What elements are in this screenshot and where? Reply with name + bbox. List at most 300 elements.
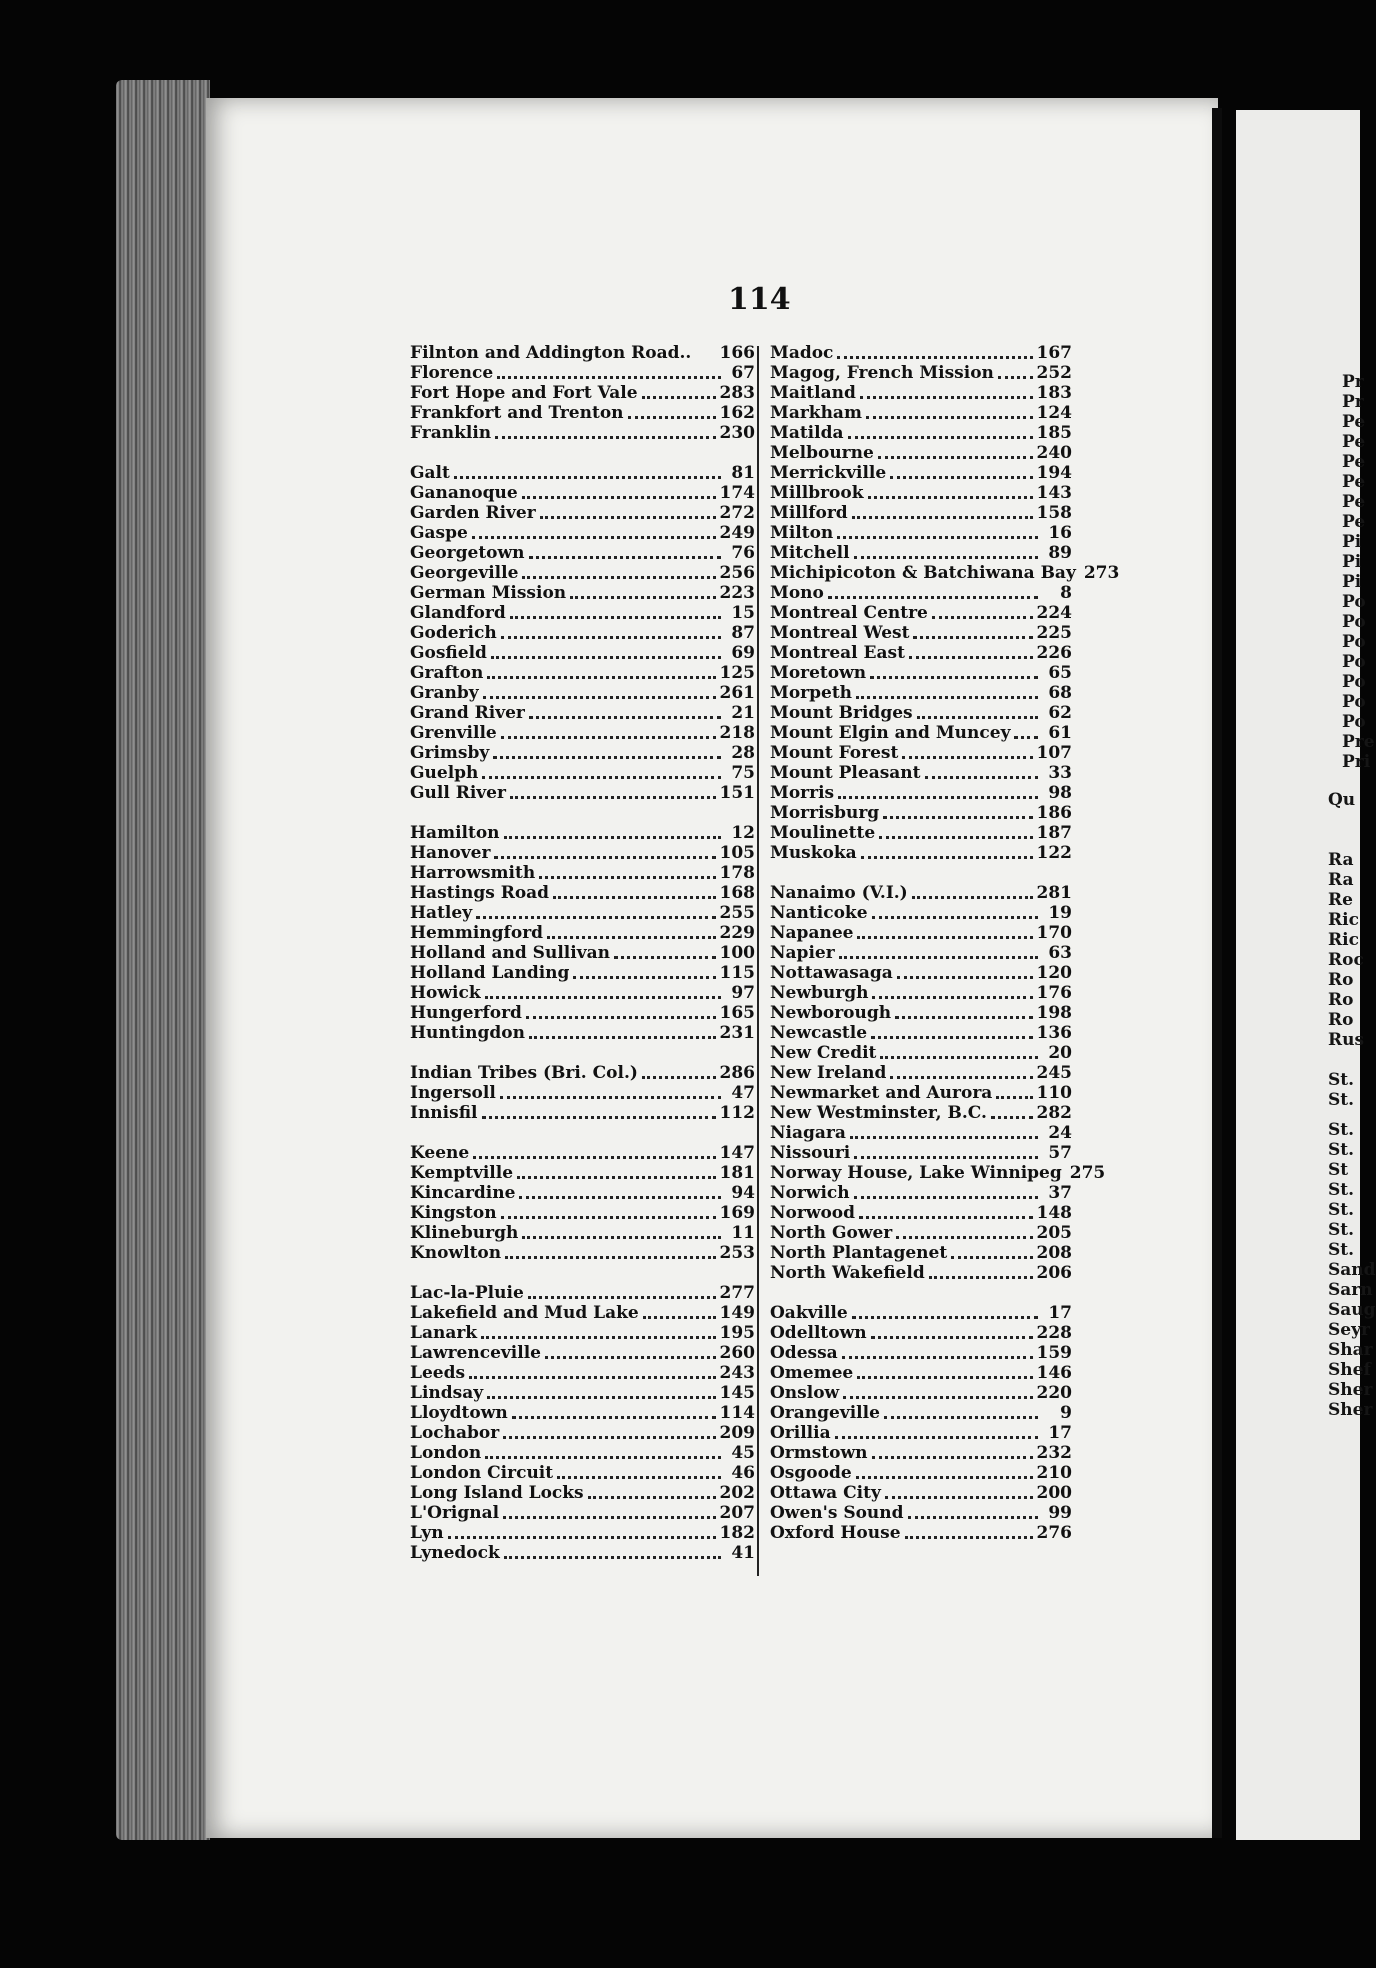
index-entry-page: 166 xyxy=(719,343,755,363)
dot-leader xyxy=(866,416,1033,419)
next-page-text: Pr xyxy=(1342,392,1364,412)
index-entry-name: Klineburgh xyxy=(410,1223,519,1243)
index-entry-page: 146 xyxy=(1036,1363,1072,1383)
index-entry-page: 145 xyxy=(719,1383,755,1403)
index-entry-page: 261 xyxy=(719,683,755,703)
index-entry-name: Moulinette xyxy=(770,823,876,843)
index-entry xyxy=(770,823,1072,843)
next-page-text: Re xyxy=(1328,890,1353,910)
dot-leader xyxy=(872,996,1032,999)
index-entry-name: Onslow xyxy=(770,1383,840,1403)
index-entry xyxy=(410,1423,755,1443)
index-entry-name: Mount Pleasant xyxy=(770,763,921,783)
dot-leader xyxy=(838,796,1038,799)
index-entry-page: 112 xyxy=(719,1103,755,1123)
index-entry xyxy=(770,1503,1072,1523)
index-entry-page: 249 xyxy=(719,523,755,543)
index-entry-name: Gull River xyxy=(410,783,506,803)
index-entry xyxy=(770,1063,1072,1083)
index-entry xyxy=(410,663,755,683)
dot-leader xyxy=(852,516,1033,519)
dot-leader xyxy=(870,676,1038,679)
index-entry-page: 209 xyxy=(719,1423,755,1443)
index-entry-name: Nanticoke xyxy=(770,903,868,923)
next-page-text: Rus xyxy=(1328,1030,1365,1050)
index-entry-page: 136 xyxy=(1036,1023,1072,1043)
index-entry-name: Gosfield xyxy=(410,643,487,663)
next-page-text: Saug xyxy=(1328,1300,1376,1320)
index-entry xyxy=(770,1443,1072,1463)
index-entry-page: 89 xyxy=(1048,543,1072,563)
index-entry-page: 151 xyxy=(719,783,755,803)
index-entry-name: Grafton xyxy=(410,663,484,683)
dot-leader xyxy=(553,896,715,899)
next-page-text: St. xyxy=(1328,1120,1355,1140)
index-entry-name: Georgeville xyxy=(410,563,519,583)
dot-leader xyxy=(883,816,1032,819)
index-entry-page: 110 xyxy=(1036,1083,1072,1103)
index-entry-name: Mitchell xyxy=(770,543,850,563)
index-entry-name: Lynedock xyxy=(410,1543,500,1563)
index-entry-name: Nanaimo (V.I.) xyxy=(770,883,908,903)
index-entry-page: 183 xyxy=(1036,383,1072,403)
index-entry-page: 218 xyxy=(719,723,755,743)
index-entry-name: Knowlton xyxy=(410,1243,502,1263)
index-entry-page: 273 xyxy=(1083,563,1120,583)
index-entry-page: 205 xyxy=(1036,1223,1072,1243)
next-page-text: Po xyxy=(1342,632,1366,652)
next-page-text: Pe xyxy=(1342,412,1366,432)
index-entry-page: 176 xyxy=(1036,983,1072,1003)
index-entry xyxy=(770,543,1072,563)
index-entry-name: Hatley xyxy=(410,903,473,923)
index-entry-name: Ottawa City xyxy=(770,1483,881,1503)
index-entry-name: Innisfil xyxy=(410,1103,478,1123)
index-entry-page: 170 xyxy=(1036,923,1072,943)
dot-leader xyxy=(493,756,721,759)
index-entry xyxy=(770,1083,1072,1103)
index-entry-name: Florence xyxy=(410,363,494,383)
index-entry-name: Mono xyxy=(770,583,824,603)
index-entry xyxy=(410,1523,755,1543)
index-entry xyxy=(410,1183,755,1203)
index-entry-name: Omemee xyxy=(770,1363,854,1383)
next-page-text: St. xyxy=(1328,1240,1355,1260)
next-page-text: Qu xyxy=(1328,790,1356,810)
index-entry-name: Goderich xyxy=(410,623,497,643)
index-entry-page: 200 xyxy=(1036,1483,1072,1503)
index-entry xyxy=(770,443,1072,463)
dot-leader xyxy=(494,856,715,859)
index-entry-name: Michipicoton & Batchiwana Bay xyxy=(770,563,1076,583)
dot-leader xyxy=(501,736,716,739)
index-entry-page: 283 xyxy=(719,383,755,403)
index-entry xyxy=(770,683,1072,703)
dot-leader xyxy=(448,1536,716,1539)
index-entry xyxy=(410,1243,755,1263)
index-entry xyxy=(410,1363,755,1383)
index-entry xyxy=(410,763,755,783)
dot-leader xyxy=(485,996,721,999)
index-entry xyxy=(410,1203,755,1223)
index-entry-name: Oxford House xyxy=(770,1523,901,1543)
index-entry-name: Osgoode xyxy=(770,1463,852,1483)
index-entry xyxy=(770,663,1072,683)
dot-leader xyxy=(512,1416,716,1419)
index-entry xyxy=(410,1083,755,1103)
index-entry-name: Maitland xyxy=(770,383,856,403)
dot-leader xyxy=(476,916,715,919)
next-page-text: Seyr xyxy=(1328,1320,1370,1340)
index-entry-name: Moretown xyxy=(770,663,867,683)
dot-leader xyxy=(642,396,716,399)
next-page-text: Ro xyxy=(1328,1010,1354,1030)
index-entry xyxy=(410,363,755,383)
index-entry-name: Glandford xyxy=(410,603,506,623)
index-entry-name: Howick xyxy=(410,983,481,1003)
dot-leader xyxy=(547,936,715,939)
index-entry xyxy=(770,363,1072,383)
index-entry-name: Matilda xyxy=(770,423,844,443)
index-entry-page: 62 xyxy=(1048,703,1072,723)
index-entry-page: 206 xyxy=(1036,1263,1072,1283)
dot-leader xyxy=(482,1116,716,1119)
index-entry xyxy=(770,943,1072,963)
dot-leader xyxy=(628,416,716,419)
index-entry-name: Newborough xyxy=(770,1003,892,1023)
index-entry-name: Oakville xyxy=(770,1303,848,1323)
index-entry-name: Lindsay xyxy=(410,1383,484,1403)
index-entry-page: 120 xyxy=(1036,963,1072,983)
index-entry-name: Morpeth xyxy=(770,683,853,703)
index-entry-page: 207 xyxy=(719,1503,755,1523)
next-page-text: St. xyxy=(1328,1220,1355,1240)
index-entry xyxy=(770,923,1072,943)
index-entry-name: Hastings Road xyxy=(410,883,550,903)
dot-leader xyxy=(528,1296,716,1299)
index-entry-name: Lakefield and Mud Lake xyxy=(410,1303,639,1323)
next-page-text: Po xyxy=(1342,672,1366,692)
index-entry xyxy=(410,1403,755,1423)
index-entry xyxy=(770,1263,1072,1283)
next-page-text: Sher xyxy=(1328,1380,1373,1400)
index-entry-page: 230 xyxy=(719,423,755,443)
index-entry xyxy=(410,783,755,803)
index-entry-page: 57 xyxy=(1048,1143,1072,1163)
dot-leader xyxy=(526,1016,716,1019)
dot-leader xyxy=(522,1236,721,1239)
index-entry-page: 115 xyxy=(719,963,755,983)
index-entry-page: 147 xyxy=(719,1143,755,1163)
index-entry-name: Montreal Centre xyxy=(770,603,928,623)
index-entry xyxy=(770,1363,1072,1383)
dot-leader xyxy=(487,1396,715,1399)
next-page-text: St xyxy=(1328,1160,1349,1180)
dot-leader xyxy=(929,1276,1033,1279)
dot-leader xyxy=(871,1336,1033,1339)
dot-leader xyxy=(501,636,721,639)
next-page-text: Pe xyxy=(1342,432,1366,452)
index-entry xyxy=(410,1323,755,1343)
index-entry-name: Kemptville xyxy=(410,1163,514,1183)
index-entry-name: Lawrenceville xyxy=(410,1343,541,1363)
index-entry-name: Norway House, Lake Winnipeg xyxy=(770,1163,1062,1183)
index-entry-name: Mount Elgin and Muncey xyxy=(770,723,1011,743)
index-entry-name: Garden River xyxy=(410,503,536,523)
index-entry-page: 11 xyxy=(731,1223,755,1243)
index-entry-page: 228 xyxy=(1036,1323,1072,1343)
index-entry-name: Montreal West xyxy=(770,623,910,643)
index-entry-name: Owen's Sound xyxy=(770,1503,904,1523)
index-entry-page: 210 xyxy=(1036,1463,1072,1483)
next-page-text: Sher xyxy=(1328,1400,1373,1420)
dot-leader xyxy=(890,476,1032,479)
index-entry-page: 41 xyxy=(731,1543,755,1563)
index-entry-name: Orangeville xyxy=(770,1403,880,1423)
index-entry xyxy=(770,1423,1072,1443)
index-entry-page: 208 xyxy=(1036,1243,1072,1263)
index-entry-page: 105 xyxy=(719,843,755,863)
index-entry-page: 158 xyxy=(1036,503,1072,523)
index-entry xyxy=(770,803,1072,823)
dot-leader xyxy=(884,1416,1038,1419)
next-page-text: Po xyxy=(1342,592,1366,612)
next-page-text: Pri xyxy=(1342,752,1371,772)
index-entry-name: Gaspe xyxy=(410,523,468,543)
index-entry-name: Ormstown xyxy=(770,1443,868,1463)
index-entry xyxy=(410,1223,755,1243)
index-entry-page: 125 xyxy=(719,663,755,683)
index-entry-name: London Circuit xyxy=(410,1463,554,1483)
index-entry xyxy=(770,1163,1106,1183)
index-entry xyxy=(770,1143,1072,1163)
dot-leader xyxy=(642,1076,716,1079)
index-entry-name: Napier xyxy=(770,943,835,963)
dot-leader xyxy=(505,1256,715,1259)
index-entry-page: 159 xyxy=(1036,1343,1072,1363)
index-entry-page: 122 xyxy=(1036,843,1072,863)
index-entry xyxy=(770,1023,1072,1043)
next-page-text: Ric xyxy=(1328,910,1359,930)
index-entry-page: 28 xyxy=(731,743,755,763)
index-entry-name: Leeds xyxy=(410,1363,466,1383)
dot-leader xyxy=(895,1016,1032,1019)
index-entry-name: Morrisburg xyxy=(770,803,880,823)
index-entry-name: Harrowsmith xyxy=(410,863,536,883)
index-entry xyxy=(410,1003,755,1023)
index-entry xyxy=(410,603,755,623)
next-page-text: Pi xyxy=(1342,572,1362,592)
index-entry xyxy=(770,1243,1072,1263)
dot-leader xyxy=(925,776,1038,779)
index-entry-page: 87 xyxy=(731,623,755,643)
index-entry-page: 148 xyxy=(1036,1203,1072,1223)
index-entry-name: Grimsby xyxy=(410,743,490,763)
dot-leader xyxy=(540,516,716,519)
index-entry xyxy=(410,483,755,503)
index-entry-name: Filnton and Addington Road.. xyxy=(410,343,692,363)
dot-leader xyxy=(878,456,1033,459)
index-entry-page: 202 xyxy=(719,1483,755,1503)
dot-leader xyxy=(482,776,721,779)
dot-leader xyxy=(908,1516,1038,1519)
index-entry-name: Millford xyxy=(770,503,848,523)
index-entry-page: 15 xyxy=(731,603,755,623)
index-entry-name: Norwood xyxy=(770,1203,856,1223)
index-entry-page: 225 xyxy=(1036,623,1072,643)
index-entry xyxy=(770,743,1072,763)
dot-leader xyxy=(487,676,715,679)
index-entry xyxy=(410,903,755,923)
index-entry xyxy=(410,1283,755,1303)
index-entry xyxy=(770,563,1120,583)
index-entry-page: 61 xyxy=(1048,723,1072,743)
next-page-text: Pi xyxy=(1342,552,1362,572)
index-entry-page: 76 xyxy=(731,543,755,563)
index-entry-name: Kingston xyxy=(410,1203,497,1223)
index-entry xyxy=(410,1063,755,1083)
index-entry xyxy=(770,343,1072,363)
index-entry-page: 69 xyxy=(731,643,755,663)
dot-leader xyxy=(951,1256,1032,1259)
index-entry-name: Mount Forest xyxy=(770,743,899,763)
index-entry-page: 282 xyxy=(1036,1103,1072,1123)
index-entry-page: 99 xyxy=(1048,1503,1072,1523)
dot-leader xyxy=(850,1136,1038,1139)
index-entry xyxy=(410,1103,755,1123)
index-entry xyxy=(410,683,755,703)
index-entry xyxy=(770,1103,1072,1123)
index-entry-page: 33 xyxy=(1048,763,1072,783)
index-entry-page: 255 xyxy=(719,903,755,923)
index-entry xyxy=(770,1203,1072,1223)
index-entry-page: 75 xyxy=(731,763,755,783)
index-entry xyxy=(770,703,1072,723)
dot-leader xyxy=(643,1316,716,1319)
index-entry-name: North Gower xyxy=(770,1223,893,1243)
next-page-text: Ra xyxy=(1328,850,1354,870)
dot-leader xyxy=(529,1036,716,1039)
index-entry-page: 20 xyxy=(1048,1043,1072,1063)
index-entry-name: Merrickville xyxy=(770,463,887,483)
dot-leader xyxy=(909,656,1033,659)
index-entry-name: Holland Landing xyxy=(410,963,570,983)
index-entry-name: Lac-la-Pluie xyxy=(410,1283,524,1303)
next-page-text: Ro xyxy=(1328,990,1354,1010)
index-entry xyxy=(410,1463,755,1483)
page-edges xyxy=(116,80,210,1840)
dot-leader xyxy=(454,476,721,479)
index-entry xyxy=(770,383,1072,403)
next-page-text: Po xyxy=(1342,612,1366,632)
index-entry xyxy=(770,523,1072,543)
dot-leader xyxy=(848,436,1033,439)
index-entry-name: Indian Tribes (Bri. Col.) xyxy=(410,1063,638,1083)
dot-leader xyxy=(879,836,1032,839)
index-entry xyxy=(770,1003,1072,1023)
index-entry-page: 162 xyxy=(719,403,755,423)
index-entry xyxy=(410,703,755,723)
index-entry xyxy=(770,583,1072,603)
dot-leader xyxy=(991,1116,1033,1119)
index-entry xyxy=(410,1163,755,1183)
index-entry-page: 46 xyxy=(731,1463,755,1483)
index-entry xyxy=(410,1303,755,1323)
index-entry xyxy=(410,563,755,583)
index-entry-page: 165 xyxy=(719,1003,755,1023)
index-entry-page: 260 xyxy=(719,1343,755,1363)
index-entry-page: 186 xyxy=(1036,803,1072,823)
index-entry-page: 198 xyxy=(1036,1003,1072,1023)
index-entry-name: Newburgh xyxy=(770,983,869,1003)
index-entry xyxy=(410,1483,755,1503)
dot-leader xyxy=(852,1316,1038,1319)
index-entry-name: Hemmingford xyxy=(410,923,544,943)
index-entry-page: 107 xyxy=(1036,743,1072,763)
index-entry-page: 277 xyxy=(719,1283,755,1303)
index-entry-name: Newcastle xyxy=(770,1023,868,1043)
dot-leader xyxy=(1014,736,1038,739)
index-entry-page: 181 xyxy=(719,1163,755,1183)
index-entry xyxy=(770,723,1072,743)
index-entry-name: Mount Bridges xyxy=(770,703,913,723)
dot-leader xyxy=(503,1516,715,1519)
index-entry-name: Guelph xyxy=(410,763,479,783)
index-entry xyxy=(410,843,755,863)
dot-leader xyxy=(854,1196,1038,1199)
index-entry-name: Millbrook xyxy=(770,483,864,503)
index-entry-page: 17 xyxy=(1048,1423,1072,1443)
dot-leader xyxy=(517,1176,715,1179)
index-entry-name: Georgetown xyxy=(410,543,525,563)
index-entry xyxy=(770,783,1072,803)
index-entry-name: Frankfort and Trenton xyxy=(410,403,624,423)
index-entry xyxy=(770,423,1072,443)
index-entry-page: 47 xyxy=(731,1083,755,1103)
index-entry xyxy=(770,1123,1072,1143)
index-entry xyxy=(770,883,1072,903)
dot-leader xyxy=(529,556,721,559)
dot-leader xyxy=(913,636,1032,639)
index-entry-page: 45 xyxy=(731,1443,755,1463)
next-page-fragment xyxy=(1236,110,1376,1840)
next-page-text: Pi xyxy=(1342,532,1362,552)
index-entry-page: 275 xyxy=(1069,1163,1106,1183)
next-page-text: St. xyxy=(1328,1090,1355,1110)
next-page-text: St. xyxy=(1328,1200,1355,1220)
index-entry xyxy=(770,1323,1072,1343)
index-entry xyxy=(410,383,755,403)
dot-leader xyxy=(905,1536,1033,1539)
index-entry-name: Morris xyxy=(770,783,835,803)
dot-leader xyxy=(902,756,1032,759)
index-entry xyxy=(410,623,755,643)
dot-leader xyxy=(495,436,715,439)
index-entry xyxy=(410,523,755,543)
dot-leader xyxy=(529,716,721,719)
next-page-text: Sarn xyxy=(1328,1280,1373,1300)
index-entry-page: 243 xyxy=(719,1363,755,1383)
index-entry-page: 182 xyxy=(719,1523,755,1543)
index-entry-page: 9 xyxy=(1060,1403,1072,1423)
index-column-left xyxy=(410,343,755,1563)
index-entry-page: 252 xyxy=(1036,363,1072,383)
index-entry-name: Grand River xyxy=(410,703,525,723)
dot-leader xyxy=(860,396,1033,399)
dot-leader xyxy=(917,716,1038,719)
index-entry-page: 286 xyxy=(719,1063,755,1083)
index-entry-name: Orillia xyxy=(770,1423,831,1443)
